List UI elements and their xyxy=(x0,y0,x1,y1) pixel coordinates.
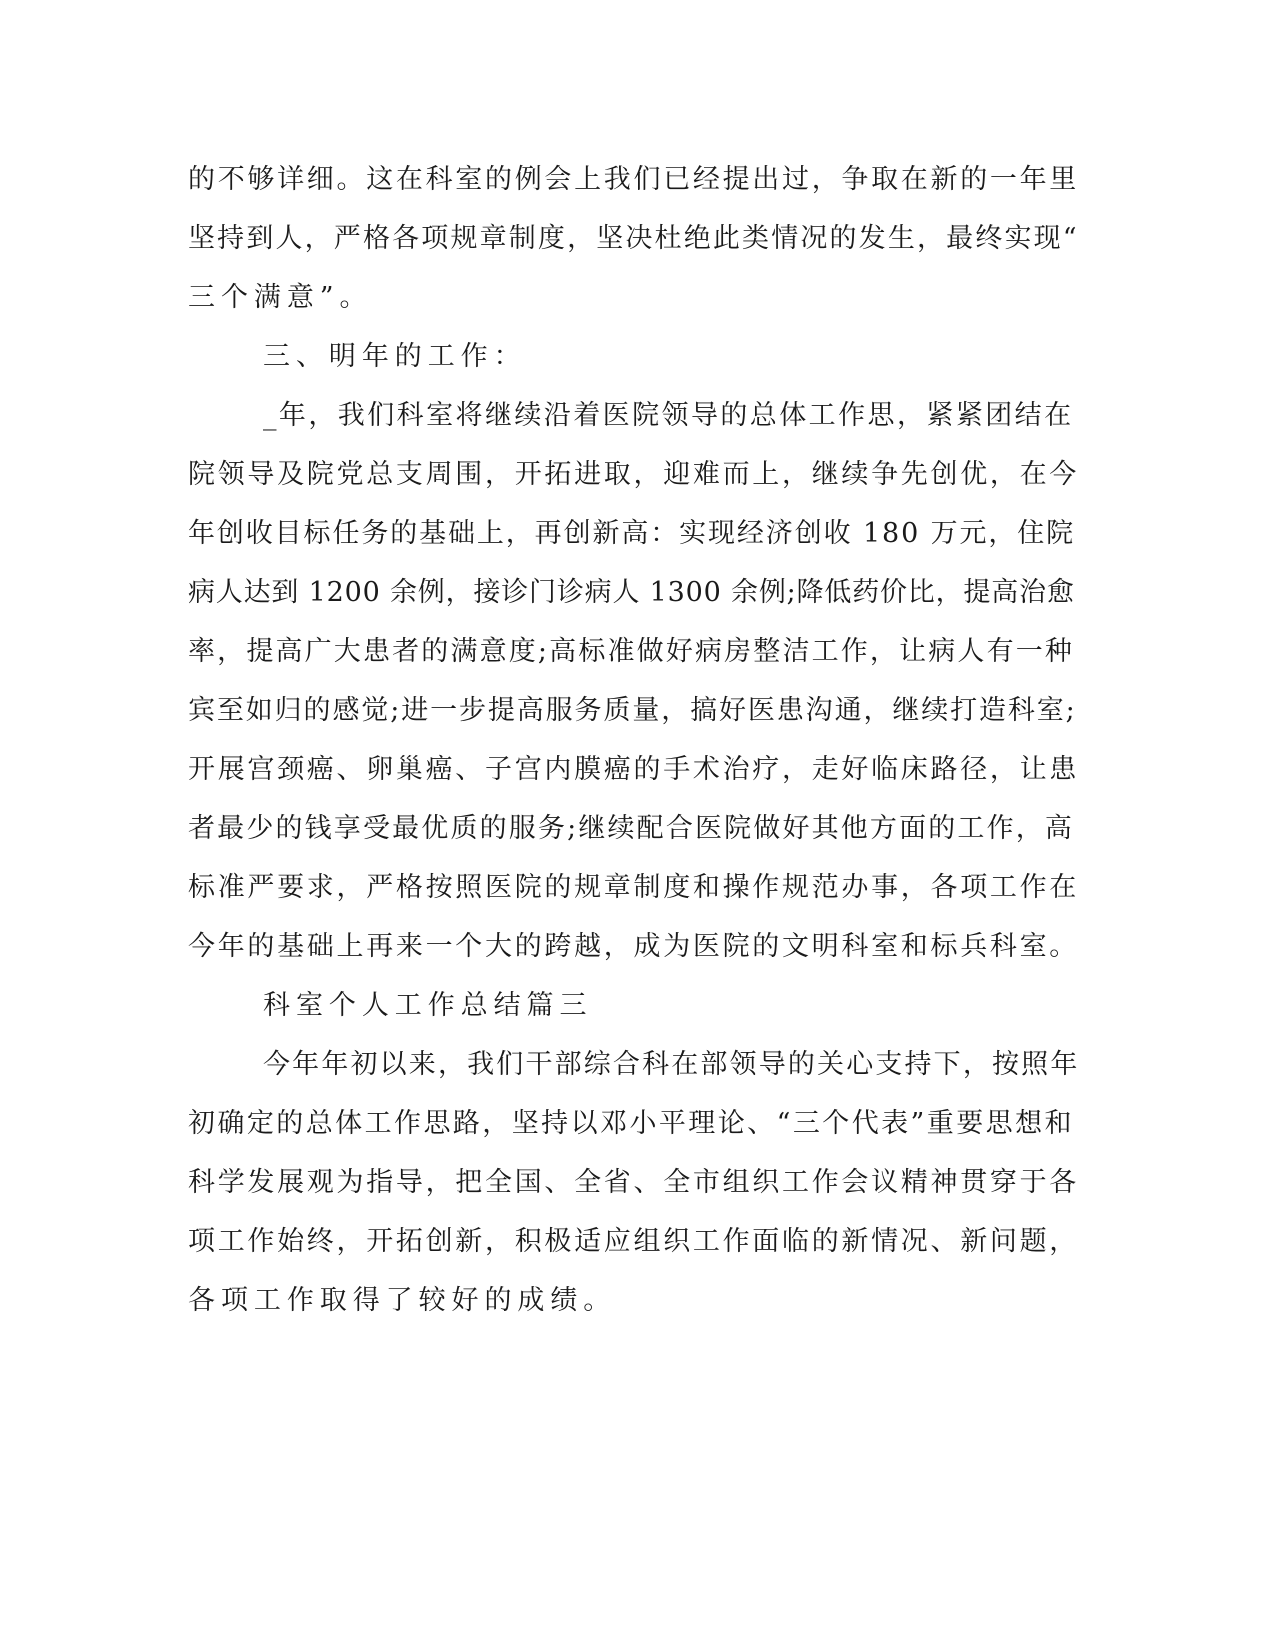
article-title: 科室个人工作总结篇三 xyxy=(263,990,593,1021)
text-line: 坚持到人，严格各项规章制度，坚决杜绝此类情况的发生，最终实现“ xyxy=(188,223,1079,254)
text-line: 今年的基础上再来一个大的跨越，成为医院的文明科室和标兵科室。 xyxy=(188,931,1079,962)
text-line: 率，提高广大患者的满意度;高标准做好病房整洁工作，让病人有一种 xyxy=(188,636,1075,667)
text-line: 院领导及院党总支周围，开拓进取，迎难而上，继续争先创优，在今 xyxy=(188,459,1079,490)
text-line: _年，我们科室将继续沿着医院领导的总体工作思，紧紧团结在 xyxy=(263,400,1074,431)
text-line: 项工作始终，开拓创新，积极适应组织工作面临的新情况、新问题， xyxy=(188,1226,1079,1257)
section-heading: 三、明年的工作： xyxy=(263,341,527,372)
text-line: 各项工作取得了较好的成绩。 xyxy=(188,1285,617,1316)
text-line: 科学发展观为指导，把全国、全省、全市组织工作会议精神贯穿于各 xyxy=(188,1167,1079,1198)
text-line: 的不够详细。这在科室的例会上我们已经提出过，争取在新的一年里 xyxy=(188,164,1079,195)
text-line: 年创收目标任务的基础上，再创新高：实现经济创收 180 万元，住院 xyxy=(188,518,1076,549)
text-line: 标准严要求，严格按照医院的规章制度和操作规范办事，各项工作在 xyxy=(188,872,1079,903)
text-line: 者最少的钱享受最优质的服务;继续配合医院做好其他方面的工作，高 xyxy=(188,813,1075,844)
text-line: 三个满意”。 xyxy=(188,282,373,313)
text-line: 初确定的总体工作思路，坚持以邓小平理论、“三个代表”重要思想和 xyxy=(188,1108,1074,1139)
text-line: 病人达到 1200 余例，接诊门诊病人 1300 余例;降低药价比，提高治愈 xyxy=(188,577,1075,608)
text-line: 宾至如归的感觉;进一步提高服务质量，搞好医患沟通，继续打造科室; xyxy=(188,695,1077,726)
text-line: 开展宫颈癌、卵巢癌、子宫内膜癌的手术治疗，走好临床路径，让患 xyxy=(188,754,1079,785)
text-line: 今年年初以来，我们干部综合科在部领导的关心支持下，按照年 xyxy=(263,1049,1080,1080)
